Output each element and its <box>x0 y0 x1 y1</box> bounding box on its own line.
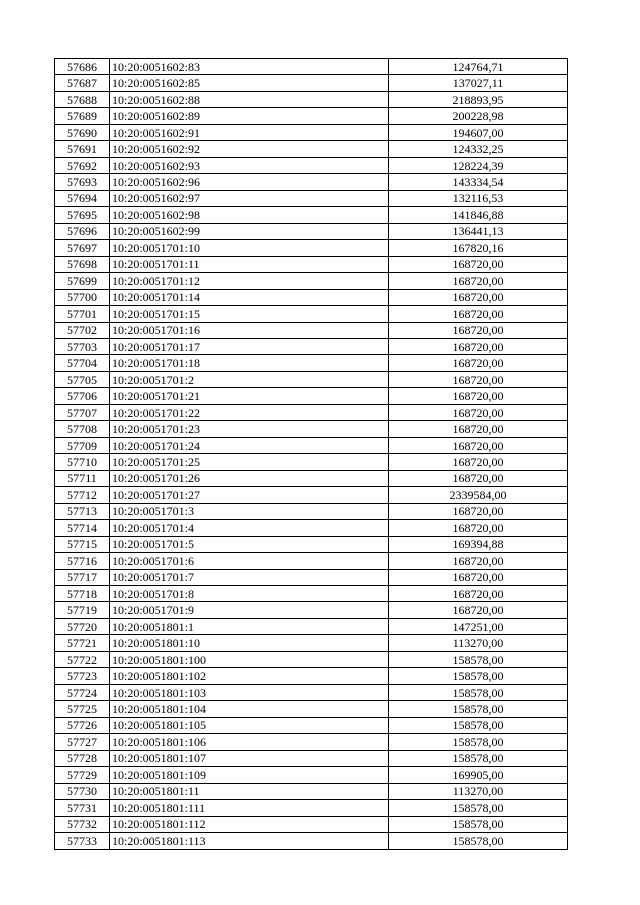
row-number-cell: 57705 <box>55 371 110 387</box>
cadastral-value-cell: 168720,00 <box>389 437 568 453</box>
cadastral-number-cell: 10:20:0051701:5 <box>110 536 389 552</box>
table-row <box>55 833 568 849</box>
cadastral-number-cell: 10:20:0051701:3 <box>110 503 389 519</box>
table-row <box>55 536 568 552</box>
cadastral-number-cell: 10:20:0051602:98 <box>110 207 389 223</box>
row-number-cell: 57728 <box>55 750 110 766</box>
row-number-cell: 57722 <box>55 651 110 667</box>
cadastral-number-cell: 10:20:0051801:1 <box>110 618 389 634</box>
cadastral-number-cell: 10:20:0051701:21 <box>110 388 389 404</box>
row-number-cell: 57702 <box>55 322 110 338</box>
cadastral-value-cell: 158578,00 <box>389 816 568 832</box>
cadastral-number-cell: 10:20:0051701:18 <box>110 355 389 371</box>
row-number-cell: 57711 <box>55 470 110 486</box>
cadastral-number-cell: 10:20:0051701:10 <box>110 240 389 256</box>
cadastral-number-cell: 10:20:0051602:99 <box>110 223 389 239</box>
cadastral-number-cell: 10:20:0051701:9 <box>110 602 389 618</box>
table-row <box>55 586 568 602</box>
row-number-cell: 57715 <box>55 536 110 552</box>
cadastral-value-cell: 194607,00 <box>389 124 568 140</box>
cadastral-number-cell: 10:20:0051701:22 <box>110 404 389 420</box>
cadastral-value-cell: 168720,00 <box>389 388 568 404</box>
cadastral-value-cell: 158578,00 <box>389 684 568 700</box>
row-number-cell: 57731 <box>55 800 110 816</box>
cadastral-value-cell: 168720,00 <box>389 454 568 470</box>
cadastral-value-cell: 200228,98 <box>389 108 568 124</box>
cadastral-value-cell: 132116,53 <box>389 190 568 206</box>
cadastral-number-cell: 10:20:0051602:83 <box>110 59 389 75</box>
row-number-cell: 57692 <box>55 157 110 173</box>
table-row <box>55 767 568 783</box>
table-row <box>55 59 568 75</box>
cadastral-number-cell: 10:20:0051701:23 <box>110 421 389 437</box>
cadastral-value-cell: 158578,00 <box>389 717 568 733</box>
row-number-cell: 57695 <box>55 207 110 223</box>
row-number-cell: 57713 <box>55 503 110 519</box>
cadastral-number-cell: 10:20:0051801:111 <box>110 800 389 816</box>
table-row <box>55 553 568 569</box>
cadastral-number-cell: 10:20:0051701:26 <box>110 470 389 486</box>
cadastral-value-cell: 168720,00 <box>389 520 568 536</box>
row-number-cell: 57691 <box>55 141 110 157</box>
table-row <box>55 701 568 717</box>
cadastral-number-cell: 10:20:0051701:15 <box>110 306 389 322</box>
cadastral-value-cell: 169394,88 <box>389 536 568 552</box>
cadastral-value-cell: 218893,95 <box>389 91 568 107</box>
row-number-cell: 57717 <box>55 569 110 585</box>
cadastral-number-cell: 10:20:0051701:2 <box>110 371 389 387</box>
row-number-cell: 57688 <box>55 91 110 107</box>
cadastral-value-table <box>54 58 568 850</box>
row-number-cell: 57697 <box>55 240 110 256</box>
row-number-cell: 57729 <box>55 767 110 783</box>
cadastral-value-cell: 158578,00 <box>389 734 568 750</box>
row-number-cell: 57687 <box>55 75 110 91</box>
cadastral-value-cell: 136441,13 <box>389 223 568 239</box>
cadastral-number-cell: 10:20:0051602:89 <box>110 108 389 124</box>
cadastral-number-cell: 10:20:0051701:12 <box>110 273 389 289</box>
table-row <box>55 75 568 91</box>
cadastral-number-cell: 10:20:0051801:109 <box>110 767 389 783</box>
row-number-cell: 57719 <box>55 602 110 618</box>
cadastral-value-cell: 168720,00 <box>389 421 568 437</box>
cadastral-number-cell: 10:20:0051701:16 <box>110 322 389 338</box>
table-row <box>55 750 568 766</box>
cadastral-number-cell: 10:20:0051602:91 <box>110 124 389 140</box>
row-number-cell: 57698 <box>55 256 110 272</box>
cadastral-value-cell: 158578,00 <box>389 701 568 717</box>
cadastral-value-cell: 113270,00 <box>389 635 568 651</box>
cadastral-number-cell: 10:20:0051602:96 <box>110 174 389 190</box>
cadastral-value-cell: 168720,00 <box>389 338 568 354</box>
row-number-cell: 57723 <box>55 668 110 684</box>
cadastral-number-cell: 10:20:0051801:10 <box>110 635 389 651</box>
row-number-cell: 57727 <box>55 734 110 750</box>
cadastral-number-cell: 10:20:0051701:8 <box>110 586 389 602</box>
row-number-cell: 57689 <box>55 108 110 124</box>
row-number-cell: 57732 <box>55 816 110 832</box>
cadastral-value-cell: 168720,00 <box>389 256 568 272</box>
cadastral-number-cell: 10:20:0051801:112 <box>110 816 389 832</box>
table-row <box>55 108 568 124</box>
table-row <box>55 289 568 305</box>
table-row <box>55 404 568 420</box>
row-number-cell: 57699 <box>55 273 110 289</box>
cadastral-number-cell: 10:20:0051701:6 <box>110 553 389 569</box>
row-number-cell: 57704 <box>55 355 110 371</box>
table-row <box>55 734 568 750</box>
row-number-cell: 57701 <box>55 306 110 322</box>
table-row <box>55 207 568 223</box>
cadastral-number-cell: 10:20:0051701:24 <box>110 437 389 453</box>
row-number-cell: 57721 <box>55 635 110 651</box>
table-row <box>55 668 568 684</box>
cadastral-number-cell: 10:20:0051602:97 <box>110 190 389 206</box>
row-number-cell: 57724 <box>55 684 110 700</box>
table-row <box>55 520 568 536</box>
cadastral-value-cell: 168720,00 <box>389 355 568 371</box>
cadastral-value-cell: 137027,11 <box>389 75 568 91</box>
cadastral-number-cell: 10:20:0051602:88 <box>110 91 389 107</box>
row-number-cell: 57726 <box>55 717 110 733</box>
cadastral-value-cell: 158578,00 <box>389 651 568 667</box>
row-number-cell: 57694 <box>55 190 110 206</box>
table-row <box>55 783 568 799</box>
cadastral-number-cell: 10:20:0051701:14 <box>110 289 389 305</box>
table-row <box>55 355 568 371</box>
cadastral-value-cell: 168720,00 <box>389 371 568 387</box>
row-number-cell: 57708 <box>55 421 110 437</box>
table-row <box>55 470 568 486</box>
row-number-cell: 57706 <box>55 388 110 404</box>
cadastral-number-cell: 10:20:0051701:4 <box>110 520 389 536</box>
cadastral-value-cell: 168720,00 <box>389 289 568 305</box>
cadastral-value-cell: 143334,54 <box>389 174 568 190</box>
table-row <box>55 240 568 256</box>
cadastral-value-cell: 158578,00 <box>389 833 568 849</box>
row-number-cell: 57716 <box>55 553 110 569</box>
table-row <box>55 91 568 107</box>
table-row <box>55 503 568 519</box>
cadastral-value-cell: 168720,00 <box>389 470 568 486</box>
table-row <box>55 338 568 354</box>
cadastral-number-cell: 10:20:0051701:7 <box>110 569 389 585</box>
table-row <box>55 273 568 289</box>
cadastral-value-cell: 128224,39 <box>389 157 568 173</box>
row-number-cell: 57730 <box>55 783 110 799</box>
table-row <box>55 717 568 733</box>
row-number-cell: 57707 <box>55 404 110 420</box>
table-row <box>55 487 568 503</box>
table-row <box>55 190 568 206</box>
cadastral-number-cell: 10:20:0051602:93 <box>110 157 389 173</box>
table-row <box>55 371 568 387</box>
cadastral-value-cell: 2339584,00 <box>389 487 568 503</box>
cadastral-value-cell: 158578,00 <box>389 668 568 684</box>
table-row <box>55 816 568 832</box>
cadastral-number-cell: 10:20:0051801:113 <box>110 833 389 849</box>
cadastral-number-cell: 10:20:0051801:11 <box>110 783 389 799</box>
cadastral-value-cell: 124332,25 <box>389 141 568 157</box>
table-row <box>55 124 568 140</box>
table-row <box>55 306 568 322</box>
cadastral-number-cell: 10:20:0051801:105 <box>110 717 389 733</box>
cadastral-number-cell: 10:20:0051701:25 <box>110 454 389 470</box>
table-row <box>55 256 568 272</box>
row-number-cell: 57720 <box>55 618 110 634</box>
row-number-cell: 57686 <box>55 59 110 75</box>
cadastral-value-cell: 158578,00 <box>389 750 568 766</box>
table-row <box>55 322 568 338</box>
cadastral-number-cell: 10:20:0051801:100 <box>110 651 389 667</box>
cadastral-number-cell: 10:20:0051701:27 <box>110 487 389 503</box>
table-row <box>55 800 568 816</box>
table-row <box>55 157 568 173</box>
cadastral-value-cell: 168720,00 <box>389 273 568 289</box>
cadastral-value-cell: 168720,00 <box>389 586 568 602</box>
cadastral-value-cell: 168720,00 <box>389 322 568 338</box>
cadastral-value-cell: 168720,00 <box>389 569 568 585</box>
table-row <box>55 174 568 190</box>
cadastral-number-cell: 10:20:0051701:11 <box>110 256 389 272</box>
cadastral-value-cell: 124764,71 <box>389 59 568 75</box>
table-body <box>55 59 568 850</box>
table-row <box>55 618 568 634</box>
cadastral-value-cell: 168720,00 <box>389 306 568 322</box>
cadastral-number-cell: 10:20:0051602:85 <box>110 75 389 91</box>
table-row <box>55 421 568 437</box>
cadastral-number-cell: 10:20:0051801:107 <box>110 750 389 766</box>
row-number-cell: 57700 <box>55 289 110 305</box>
table-row <box>55 651 568 667</box>
row-number-cell: 57712 <box>55 487 110 503</box>
cadastral-value-cell: 113270,00 <box>389 783 568 799</box>
row-number-cell: 57690 <box>55 124 110 140</box>
table-row <box>55 602 568 618</box>
cadastral-value-cell: 169905,00 <box>389 767 568 783</box>
table-row <box>55 437 568 453</box>
cadastral-number-cell: 10:20:0051801:103 <box>110 684 389 700</box>
row-number-cell: 57693 <box>55 174 110 190</box>
table-row <box>55 388 568 404</box>
row-number-cell: 57703 <box>55 338 110 354</box>
row-number-cell: 57710 <box>55 454 110 470</box>
cadastral-number-cell: 10:20:0051602:92 <box>110 141 389 157</box>
table-row <box>55 569 568 585</box>
table-row <box>55 454 568 470</box>
cadastral-value-cell: 168720,00 <box>389 503 568 519</box>
row-number-cell: 57696 <box>55 223 110 239</box>
table-row <box>55 141 568 157</box>
row-number-cell: 57718 <box>55 586 110 602</box>
cadastral-value-cell: 147251,00 <box>389 618 568 634</box>
cadastral-value-cell: 167820,16 <box>389 240 568 256</box>
cadastral-value-cell: 158578,00 <box>389 800 568 816</box>
row-number-cell: 57733 <box>55 833 110 849</box>
cadastral-number-cell: 10:20:0051701:17 <box>110 338 389 354</box>
cadastral-number-cell: 10:20:0051801:104 <box>110 701 389 717</box>
cadastral-value-cell: 168720,00 <box>389 553 568 569</box>
table-row <box>55 223 568 239</box>
row-number-cell: 57725 <box>55 701 110 717</box>
row-number-cell: 57709 <box>55 437 110 453</box>
table-row <box>55 684 568 700</box>
cadastral-number-cell: 10:20:0051801:106 <box>110 734 389 750</box>
cadastral-value-cell: 168720,00 <box>389 404 568 420</box>
row-number-cell: 57714 <box>55 520 110 536</box>
table-row <box>55 635 568 651</box>
cadastral-number-cell: 10:20:0051801:102 <box>110 668 389 684</box>
cadastral-value-cell: 141846,88 <box>389 207 568 223</box>
cadastral-value-cell: 168720,00 <box>389 602 568 618</box>
